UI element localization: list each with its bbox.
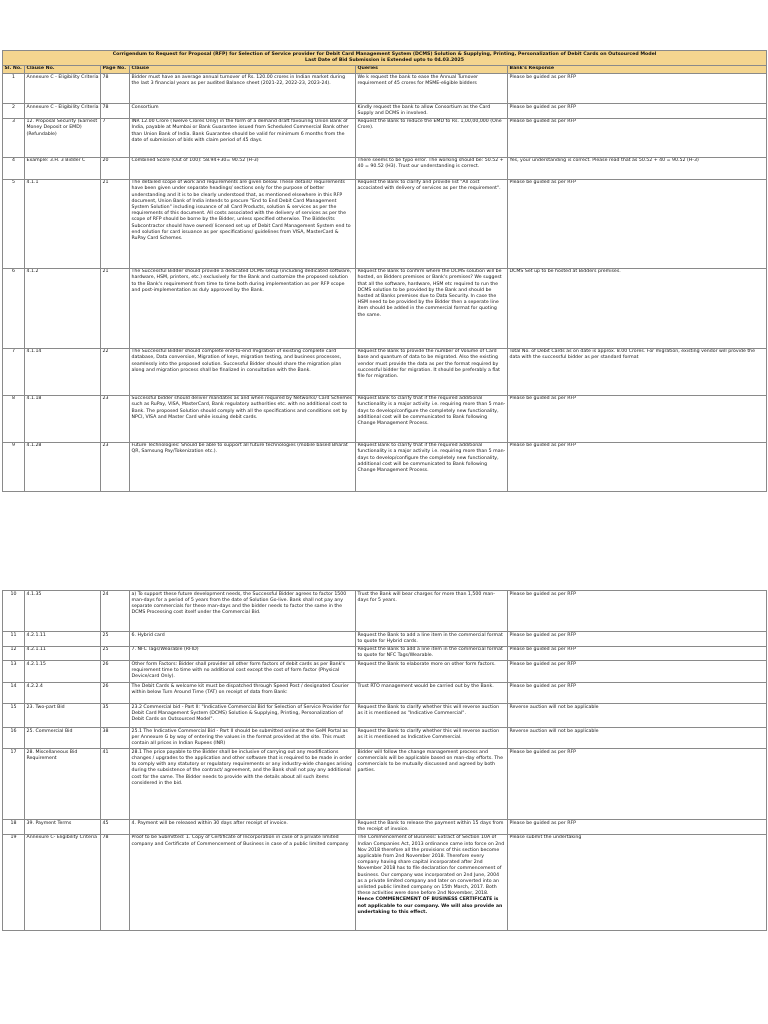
- page-number-cell: 78: [101, 834, 130, 930]
- response-cell: Please be guided as per RFP: [508, 118, 767, 157]
- page-number-cell: 22: [101, 348, 130, 395]
- query-cell: Request the Bank to clarify whether this will reverse auction as it is mentioned as Indicative Commercial.: [356, 728, 508, 749]
- clause-number-cell: Annexure C- Eligibility Criteria: [25, 834, 101, 930]
- clause-number-cell: 4.1.2: [25, 268, 101, 348]
- table-row: [3, 103, 767, 118]
- clause-number-cell: Annexure C - Eligibility Criteria: [25, 103, 101, 118]
- table-row: [3, 157, 767, 179]
- page-number-cell: 24: [101, 591, 130, 632]
- column-header: Bank's Response: [508, 65, 767, 73]
- corrigendum-table-page-2: [2, 590, 767, 931]
- query-cell: Request the Bank to reduce the EMD to Rs. 1,00,00,000 (One Crore).: [356, 118, 508, 157]
- table-row: [3, 749, 767, 820]
- corrigendum-table-page-1: [2, 50, 767, 492]
- clause-text-cell: Successful bidder should deliver mandates as and when required by Networks/ Card Schemes such as RuPay, VISA, MasterCard, Bank regulatory authorities etc. with no additional cost to Bank. The proposed Solution should comply with all the specifications and conditions set by NPCI, VISA and Master Card while issuing debit cards.: [130, 395, 356, 442]
- page-number-cell: 26: [101, 683, 130, 704]
- table-header-row: [3, 65, 767, 73]
- page-number-cell: 78: [101, 103, 130, 118]
- clause-number-cell: Annexure C - Eligibility Criteria: [25, 73, 101, 103]
- table-row: [3, 683, 767, 704]
- page-number-cell: 20: [101, 157, 130, 179]
- page-number-cell: 41: [101, 749, 130, 820]
- response-cell: Please be guided as per RFP: [508, 820, 767, 835]
- query-cell: Request the Bank to add a line item in the commercial format to quote for Hybrid cards.: [356, 632, 508, 647]
- serial-number-cell: 2: [3, 103, 25, 118]
- clause-number-cell: 4.1.14: [25, 348, 101, 395]
- response-cell: Please be guided as per RFP: [508, 646, 767, 661]
- response-cell: Reverse auction will not be applicable: [508, 704, 767, 728]
- query-cell: Kindly request the bank to allow Consortium as the Card Supply and DCMS in involved.: [356, 103, 508, 118]
- clause-text-cell: 25.1 The Indicative Commercial Bid - Part II should be submitted online at the GeM Portal as per Annexure G by way of entering the values in the format provided at the site. This must contain all prices in Indian Rupees (INR): [130, 728, 356, 749]
- query-cell: Request the Bank to clarify and provide list "All cost accociated with delivery of services as per the requirement".: [356, 179, 508, 268]
- clause-text-cell: The detailed scope of work and requirements are given below. These details/ requirements have been given under separate headings/ sections only for the purpose of better understanding and it is to be clearly understood that, as mentioned elsewhere in this RFP document, Union Bank of India intends to procure "End to End Debit Card Management System Solution" including issuance of all Card Products, solution & services as per the requirements of this document. All costs associated with the delivery of services as per the scope of RFP should be borne by the Bidder, unless specified otherwise. The Bidder/its Subcontractor should have owned/ licensed set up of Debit Card Management System end to end solution for card issuance as per specifications/ guidelines from VISA, MasterCard & RuPay Card Schemes.: [130, 179, 356, 268]
- clause-text-cell: Combined Score (Out of 100): 58.94+30= 90.52 (H-3): [130, 157, 356, 179]
- query-cell: We k request the bank to ease the Annual Turnover requirement of 45 crores for MSME-eligible bidders: [356, 73, 508, 103]
- clause-number-cell: 23. Two-part Bid: [25, 704, 101, 728]
- query-cell: Request Bank to clarify that if the required additional functionality is a major activity i.e. requiring more than 5 man-days to develop/configure the completely new functionality, additional cost will be communicated to Bank following Change Management Process.: [356, 442, 508, 491]
- response-cell: Please be guided as per RFP: [508, 683, 767, 704]
- clause-number-cell: Example: 3.H. 3 Bidder C: [25, 157, 101, 179]
- column-header: Queries: [356, 65, 508, 73]
- response-cell: Total No. of Debit Cards as on date is approx. 8.00 Crores. For migration, existing vendor will provide the data with the successful bidder as per standard format: [508, 348, 767, 395]
- response-cell: Please be guided as per RFP: [508, 661, 767, 683]
- response-cell: Please be guided as per RFP: [508, 749, 767, 820]
- clause-number-cell: 12. Proposal Security (Earnest Money Deposit or EMD) (Refundable): [25, 118, 101, 157]
- response-cell: Yes, your understanding is correct. Please read that as 50.52 + 40 = 90.52 (H-3): [508, 157, 767, 179]
- page-number-cell: 38: [101, 728, 130, 749]
- clause-number-cell: 4.1.18: [25, 395, 101, 442]
- clause-text-cell: INR 12.00 Crore (Twelve Crores Only) in the form of a demand draft favouring Union Bank of India, payable at Mumbai or Bank Guarantee issued from Scheduled Commercial Bank other than Union Bank of India. Bank Guarantee should be valid for minimum 6 months from the date of submission of bids with claim period of 45 days.: [130, 118, 356, 157]
- serial-number-cell: 16: [3, 728, 25, 749]
- page-number-cell: 25: [101, 646, 130, 661]
- serial-number-cell: 12: [3, 646, 25, 661]
- query-cell: Request Bank to clarify that if the required additional functionality is a major activity i.e. requiring more than 5 man-days to develop/configure the completely new functionality, additional cost will be communicated to Bank following Change Management Process.: [356, 395, 508, 442]
- response-cell: Please be guided as per RFP: [508, 395, 767, 442]
- query-cell: Request the Bank to provide the number of Volume of Card base and quantum of data to be migrated. Also the existing vendor must provide the data as per the format required by successful bidder for migration. It should be preferably a flat file for migration.: [356, 348, 508, 395]
- table-row: [3, 661, 767, 683]
- page-number-cell: 23: [101, 442, 130, 491]
- serial-number-cell: 9: [3, 442, 25, 491]
- response-cell: Please submit the undertaking: [508, 834, 767, 930]
- response-cell: Please be guided as per RFP: [508, 442, 767, 491]
- clause-text-cell: Other form Factors: Bidder shall provider all other form factors of debit cards as per Bank's requirement time to time with no additional cost except the cost of form factor (Physical Device/card Only).: [130, 661, 356, 683]
- query-cell: Trust RTO management would be carried out by the Bank.: [356, 683, 508, 704]
- table-row: [3, 179, 767, 268]
- clause-text-cell: The Successful Bidder should complete end-to-end migration of existing complete card database, Data conversion, Migration of keys, migration testing, and business processes, seamlessly into the proposed solution. Successful Bidder should share the migration plan along and migration process shall be finalized in consultation with the Bank.: [130, 348, 356, 395]
- table-row: [3, 268, 767, 348]
- column-header: Clause No.: [25, 65, 101, 73]
- query-cell: Request the Bank to add a line item in the commercial format to quote for NFC Tags/Wearable.: [356, 646, 508, 661]
- document-title: Corrigendum to Request for Proposal (RFP) for Selection of Service provider for Debit Card Management System (DCMS) Solution & Supplying, Printing, Personalization of Debit Cards on Outsourced Model Last Date of Bid Submission is Extended upto to 04.03.2025: [3, 51, 767, 66]
- serial-number-cell: 10: [3, 591, 25, 632]
- page-number-cell: 7: [101, 118, 130, 157]
- serial-number-cell: 15: [3, 704, 25, 728]
- table-row: [3, 728, 767, 749]
- query-cell: Trust the Bank will bear charges for more than 1,500 man-days for 5 years.: [356, 591, 508, 632]
- serial-number-cell: 14: [3, 683, 25, 704]
- clause-text-cell: 4. Payment will be released within 30 days after receipt of invoice.: [130, 820, 356, 835]
- serial-number-cell: 11: [3, 632, 25, 647]
- response-cell: Please be guided as per RFP: [508, 73, 767, 103]
- column-header: Sl. No.: [3, 65, 25, 73]
- clause-number-cell: 4.1.35: [25, 591, 101, 632]
- serial-number-cell: 13: [3, 661, 25, 683]
- table-row: [3, 646, 767, 661]
- clause-number-cell: 39. Payment Terms: [25, 820, 101, 835]
- clause-text-cell: 6. Hybrid card: [130, 632, 356, 647]
- response-cell: Please be guided as per RFP: [508, 591, 767, 632]
- page-number-cell: 21: [101, 268, 130, 348]
- clause-number-cell: 4.2.1.11: [25, 632, 101, 647]
- table-row: [3, 118, 767, 157]
- clause-text-cell: The Successful Bidder should provide a dedicated DCMS setup (including dedicated software, hardware, HSM, printers, etc.) exclusively for the Bank and customize the proposed solution to the Bank's requirement from time to time both during implementation as per RFP scope and post-implementation as duly approved by the Bank.: [130, 268, 356, 348]
- page-number-cell: 25: [101, 632, 130, 647]
- clause-number-cell: 4.2.2.4: [25, 683, 101, 704]
- clause-number-cell: 4.1.28: [25, 442, 101, 491]
- clause-number-cell: 4.1.1: [25, 179, 101, 268]
- page-number-cell: 35: [101, 704, 130, 728]
- serial-number-cell: 4: [3, 157, 25, 179]
- clause-number-cell: 4.2.1.15: [25, 661, 101, 683]
- page-number-cell: 23: [101, 395, 130, 442]
- page-number-cell: 78: [101, 73, 130, 103]
- response-cell: Please be guided as per RFP: [508, 179, 767, 268]
- clause-number-cell: 4.2.1.11: [25, 646, 101, 661]
- serial-number-cell: 7: [3, 348, 25, 395]
- clause-text-cell: Bidder must have an average annual turnover of Rs. 120.00 crores in Indian market during the last 3 financial years as per audited Balance sheet (2021-22, 2022-23, 2023-24).: [130, 73, 356, 103]
- table-row: [3, 348, 767, 395]
- clause-text-cell: a) To support these future development needs, the Successful Bidder agrees to factor 1500 man-days for a period of 5 years from the date of Solution Go-live. Bank shall not pay any separate commercials for these man-days and the bidder needs to factor the same in the DCMS Processing cost itself under the Commercial Bid.: [130, 591, 356, 632]
- column-header: Page No.: [101, 65, 130, 73]
- clause-text-cell: 7. NFC Tags/Wearable (RFID): [130, 646, 356, 661]
- clause-text-cell: Consortium: [130, 103, 356, 118]
- clause-number-cell: 28. Miscellaneous Bid Requirement: [25, 749, 101, 820]
- column-header: Clause: [130, 65, 356, 73]
- table-row: [3, 395, 767, 442]
- response-cell: Please be guided as per RFP: [508, 103, 767, 118]
- query-cell: Request the Bank to clarify whether this will reverse auction as it is mentioned as "Indicative Commercial".: [356, 704, 508, 728]
- query-cell: There seems to be typo error. The working should be: 50.52 + 40 = 90.52 (H3). Trust our understanding is correct.: [356, 157, 508, 179]
- clause-number-cell: 25. Commercial Bid: [25, 728, 101, 749]
- response-cell: Please be guided as per RFP: [508, 632, 767, 647]
- query-cell: Bidder will follow the change management process and commercials will be applicable based on man-day efforts. The commercials to be mutually discussed and agreed by both parties.: [356, 749, 508, 820]
- serial-number-cell: 5: [3, 179, 25, 268]
- clause-text-cell: The Debit Cards & welcome kit must be dispatched through Speed Post / designated Courier within below Turn Around Time (TAT) on receipt of data from Bank:: [130, 683, 356, 704]
- query-cell: Request the Bank to elaborate more on other form factors.: [356, 661, 508, 683]
- table-row: [3, 591, 767, 632]
- serial-number-cell: 19: [3, 834, 25, 930]
- page-number-cell: 45: [101, 820, 130, 835]
- page-number-cell: 21: [101, 179, 130, 268]
- serial-number-cell: 1: [3, 73, 25, 103]
- table-row: [3, 73, 767, 103]
- clause-text-cell: 28.1 The price payable to the Bidder shall be inclusive of carrying out any modifications changes / upgrades to the application and other software that is required to be made in order to comply with any statutory or regulatory requirements or any industry-wide changes arising during the subsistence of the contract/ agreement, and the Bank shall not pay any additional cost for the same. The Bidder needs to provide with the details about all such items considered in the bid.: [130, 749, 356, 820]
- response-cell: Reverse auction will not be applicable: [508, 728, 767, 749]
- response-cell: DCMS Set up to be hosted at Bidders premises.: [508, 268, 767, 348]
- clause-text-cell: Proof to be Submitted: 1. Copy of Certificate of Incorporation in case of a private limited company and Certificate of Commencement of Business in case of a public limited company: [130, 834, 356, 930]
- clause-text-cell: Future Technologies: Should be able to support all future technologies (mobile based Bharat QR, Samsung Pay/Tokenization etc.).: [130, 442, 356, 491]
- query-emphasis: Hence COMMENCEMENT OF BUSINESS CERTIFICATE is not applicable to our company. We will also provide an undertaking to this effect.: [357, 897, 503, 915]
- query-cell: Request the Bank to confirm where the DCMS solution will be hosted, on Bidders premises or Bank's premises? We suggest that all the software, hardware, HSM etc required to run the DCMS solution to be provided by the Bank and should be hosted at Banks premises due to Data Security. In case the HSM need to be provided by the Bidder then a seperate line item should be added in the commercial format for quoting the same.: [356, 268, 508, 348]
- serial-number-cell: 8: [3, 395, 25, 442]
- serial-number-cell: 17: [3, 749, 25, 820]
- query-cell: Request the Bank to release the payment within 15 days from the receipt of invoice.: [356, 820, 508, 835]
- query-cell: The Commencement of Business: Extract of Section 10A of Indian Companies Act, 2013 ordinance came into force on 2nd Nov 2018 therefore all the provisions of this section become applicable from 2nd November 2018. Therefore every company having share capital incorporated after 2nd November 2018 has to file declaration for commencement of business. Our company was incorporated on 2nd June, 2004 as a private limited company and later on converted into an unlisted public limited company on 15th March, 2017. Both these activities were done before 2nd November, 2018. Hence COMMENCEMENT OF BUSINESS CERTIFICATE is not applicable to our company. We will also provide an undertaking to this effect.: [356, 834, 508, 930]
- table-row: [3, 442, 767, 491]
- page-number-cell: 26: [101, 661, 130, 683]
- serial-number-cell: 18: [3, 820, 25, 835]
- table-row: [3, 704, 767, 728]
- table-row: [3, 820, 767, 835]
- serial-number-cell: 3: [3, 118, 25, 157]
- table-row: [3, 632, 767, 647]
- table-row: [3, 834, 767, 930]
- serial-number-cell: 6: [3, 268, 25, 348]
- clause-text-cell: 23.2 Commercial bid - Part II: "Indicative Commercial Bid for Selection of Service Provider for Debit Card Management System (DCMS) Solution & Supplying, Printing, Personalization of Debit Cards on Outsourced Model".: [130, 704, 356, 728]
